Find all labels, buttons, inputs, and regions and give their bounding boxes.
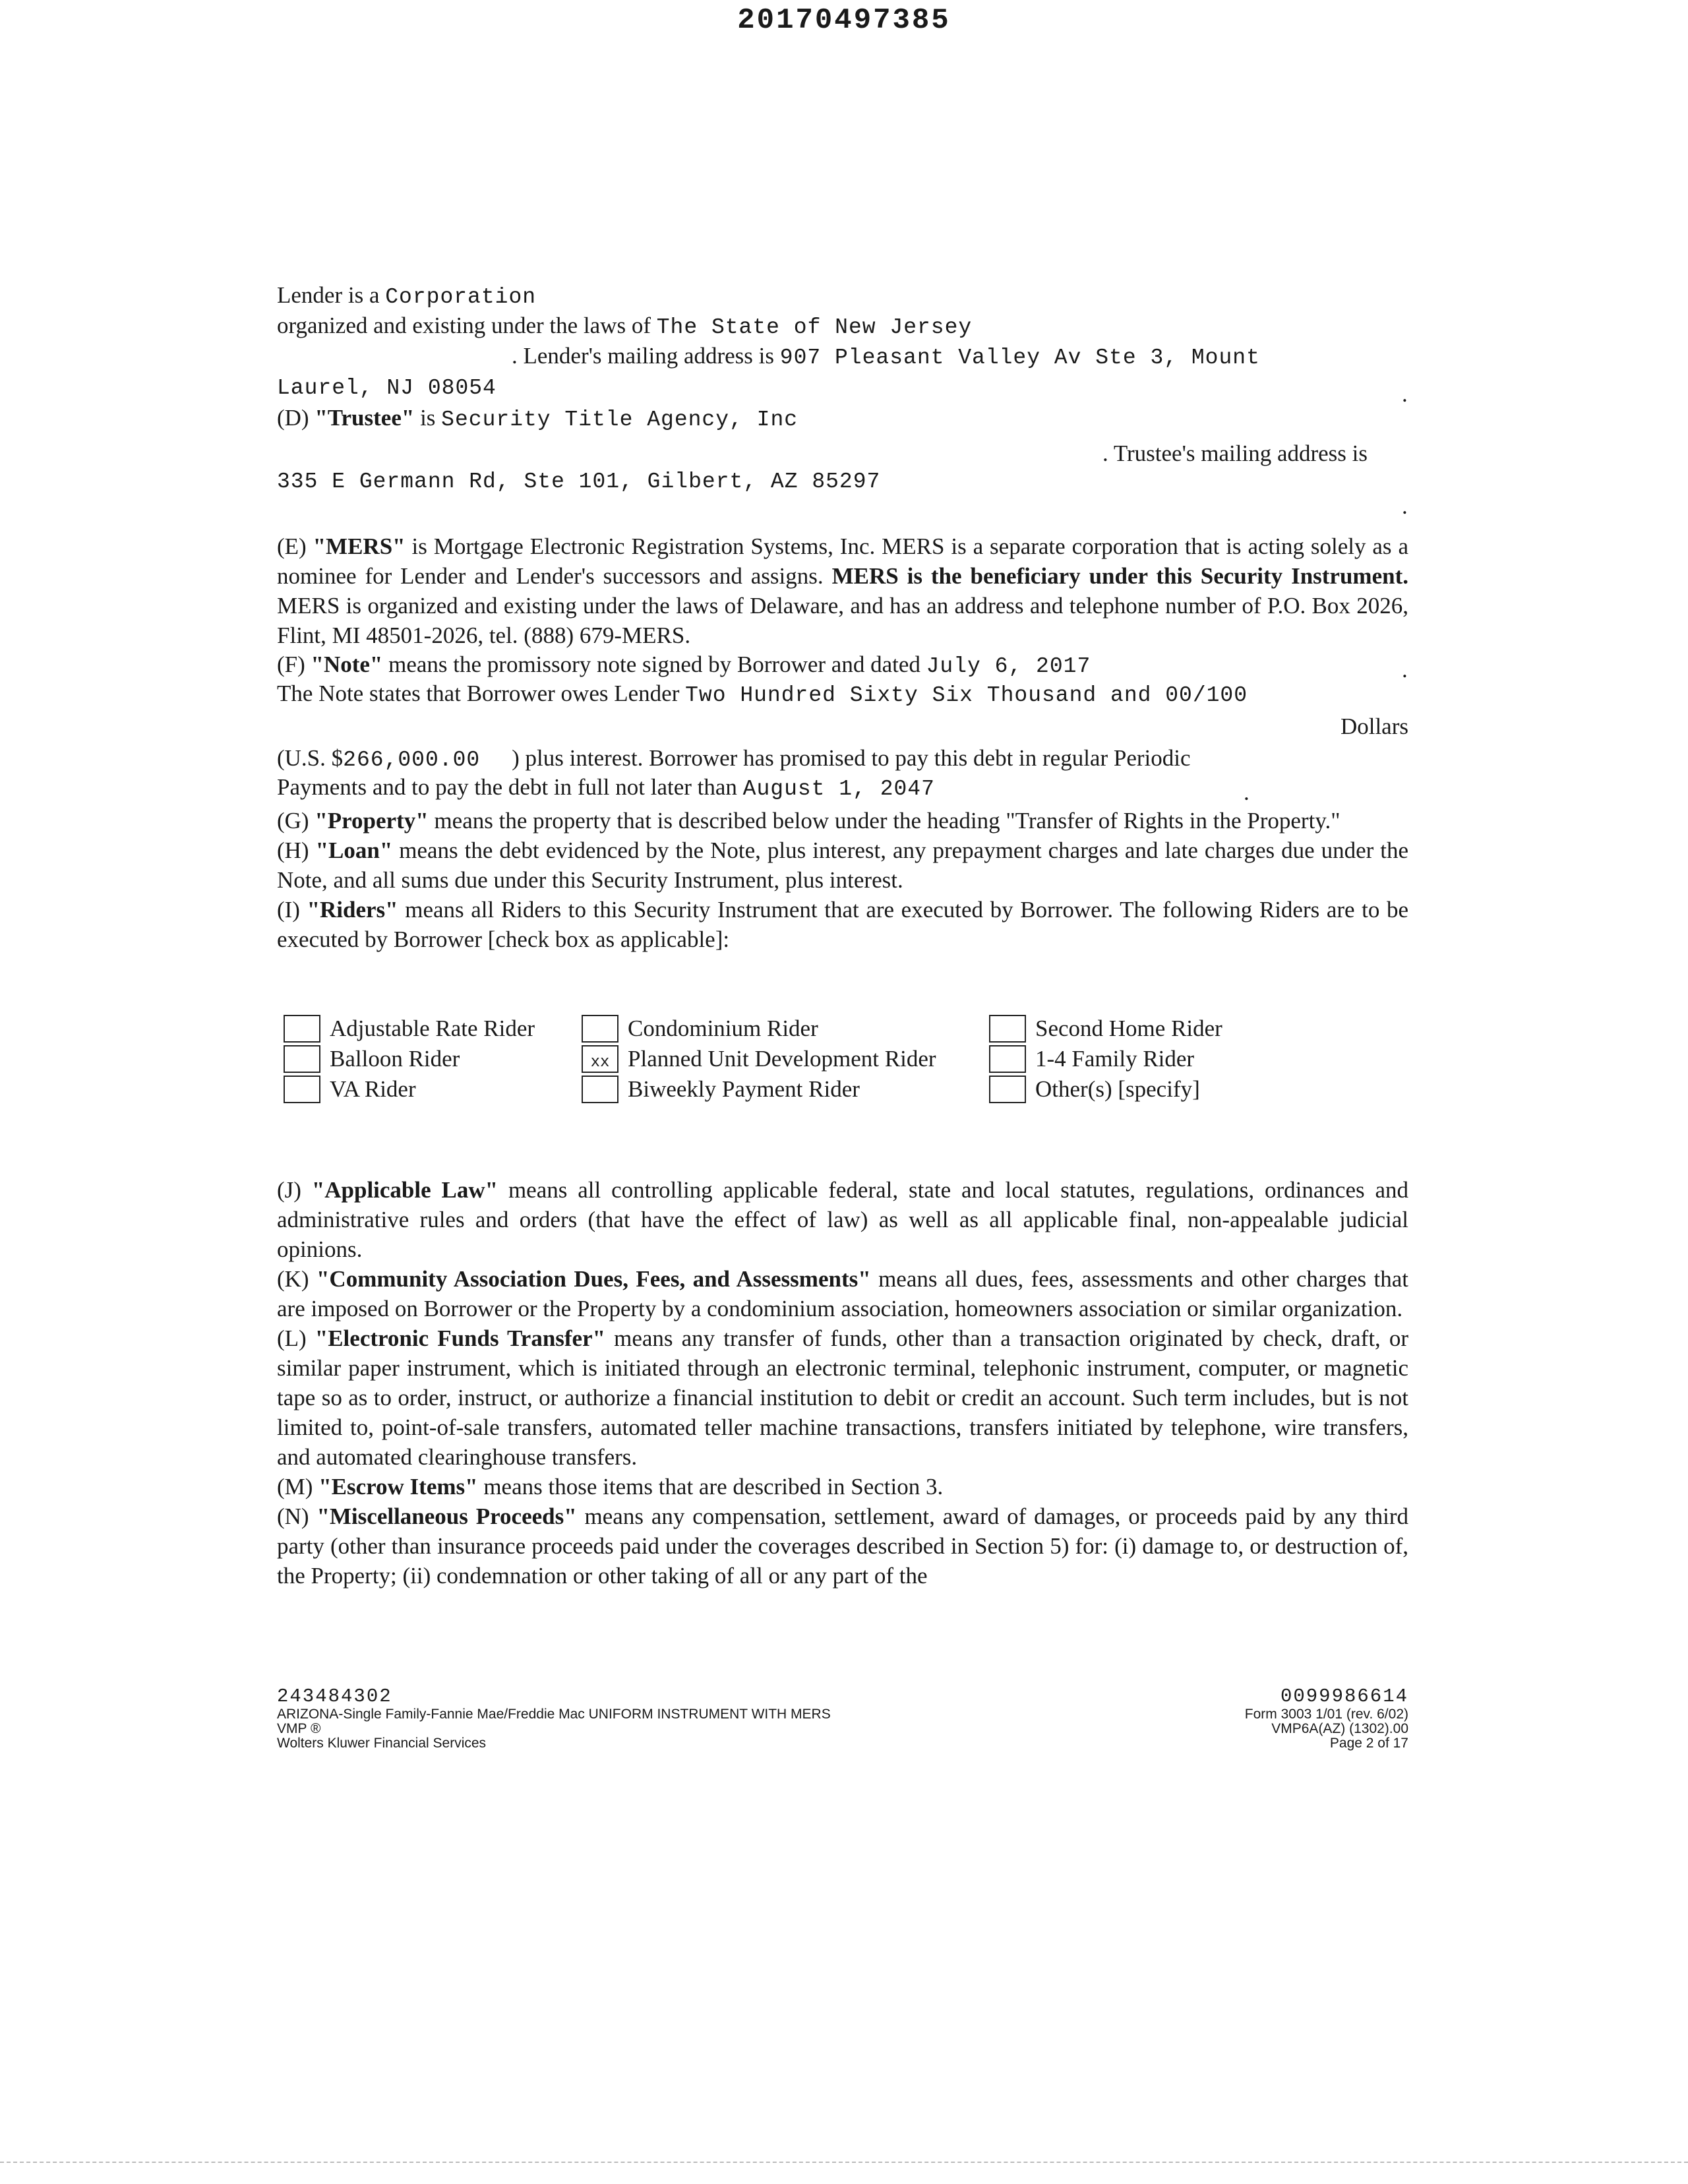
checkbox[interactable]	[989, 1015, 1026, 1043]
footer-form-title: ARIZONA-Single Family-Fannie Mae/Freddie Mac UNIFORM INSTRUMENT WITH MERS	[277, 1707, 831, 1722]
scan-edge-divider	[0, 2162, 1688, 2163]
checkbox[interactable]	[582, 1015, 618, 1043]
rider-label: Biweekly Payment Rider	[628, 1076, 860, 1102]
footer-form-number: Form 3003 1/01 (rev. 6/02)	[1244, 1707, 1408, 1722]
lender-period: .	[1402, 381, 1408, 407]
section-l-text: means any transfer of funds, other than a transaction originated by check, draft, or similar paper instrument, which is initiated through an electronic terminal, telephonic instrument, computer, or magnetic tape so as to order, instruct, or authorize a financial institution to debit or credit an account. Such term includes, but is not limited to, point-of-sale transfers, automated teller machine transactions, transfers initiated by telephone, wire transfers, and automated clearinghouse transfers.	[277, 1325, 1409, 1470]
rider-label: Condominium Rider	[628, 1016, 818, 1041]
section-e	[277, 531, 1408, 650]
section-h	[277, 835, 1408, 895]
rider-va	[284, 1076, 416, 1103]
section-m	[277, 1472, 1408, 1502]
section-g-term: "Property"	[315, 808, 429, 834]
section-i-prefix: (I)	[277, 897, 300, 923]
section-f-line2	[277, 681, 1248, 708]
section-f-text1: means the promissory note signed by Borrower and dated	[388, 652, 920, 677]
lender-type: Corporation	[385, 285, 537, 309]
section-h-term: "Loan"	[315, 837, 393, 863]
footer-vmp: VMP ®	[277, 1721, 321, 1736]
section-l	[277, 1323, 1408, 1472]
section-e-text1: is Mortgage Electronic Registration Systems, Inc. MERS is a separate corporation that is acting solely as a nominee for Lender and Lender's successors and assigns.	[277, 533, 1408, 589]
trustee-address: 335 E Germann Rd, Ste 101, Gilbert, AZ 85297	[277, 470, 881, 494]
section-m-text: means those items that are described in Section 3.	[483, 1474, 944, 1500]
section-g	[277, 806, 1408, 835]
trustee-name: Security Title Agency, Inc	[441, 408, 799, 432]
section-f-text3: ) plus interest. Borrower has promised to pay this debt in regular Periodic	[512, 745, 1191, 771]
section-f-text2: The Note states that Borrower owes Lender	[277, 681, 680, 706]
rider-label: Second Home Rider	[1035, 1016, 1222, 1041]
section-h-text: means the debt evidenced by the Note, plus interest, any prepayment charges and late charges due under the Note, and all sums due under this Security Instrument, plus interest.	[277, 837, 1409, 893]
section-j	[277, 1175, 1408, 1264]
lender-address-part1: 907 Pleasant Valley Av Ste 3, Mount	[779, 346, 1260, 370]
sections-j-n	[277, 1175, 1408, 1591]
lender-state: The State of New Jersey	[656, 315, 973, 340]
lender-mailing-prefix: . Lender's mailing address is	[512, 343, 775, 369]
section-f-text4: Payments and to pay the debt in full not later than	[277, 774, 737, 800]
rider-biweekly-payment	[582, 1076, 860, 1103]
section-m-term: "Escrow Items"	[318, 1474, 478, 1500]
checkbox[interactable]	[989, 1045, 1026, 1073]
footer-doc-number: 0099986614	[1280, 1685, 1408, 1707]
lender-address-part2: Laurel, NJ 08054	[277, 376, 497, 400]
section-e-bold: MERS is the beneficiary under this Security Instrument.	[831, 563, 1408, 589]
lender-mailing-line	[512, 343, 1260, 370]
rider-label: Adjustable Rate Rider	[330, 1016, 535, 1041]
rider-condominium	[582, 1016, 818, 1042]
footer-left	[277, 1685, 831, 1751]
section-k-text: means all dues, fees, assessments and other charges that are imposed on Borrower or the Property by a condominium association, homeowners association or similar organization.	[277, 1266, 1409, 1321]
rider-other	[989, 1076, 1200, 1103]
footer-publisher: Wolters Kluwer Financial Services	[277, 1736, 487, 1751]
checkbox[interactable]	[989, 1076, 1026, 1103]
trustee-term: "Trustee"	[315, 405, 415, 431]
trustee-mailing-prefix: . Trustee's mailing address is	[1102, 440, 1368, 466]
lender-organized-prefix: organized and existing under the laws of	[277, 313, 651, 338]
footer-page-number: Page 2 of 17	[1329, 1736, 1408, 1751]
sections-g-i	[277, 806, 1408, 954]
footer-loan-number: 243484302	[277, 1685, 392, 1707]
section-m-prefix: (M)	[277, 1474, 313, 1500]
section-i-term: "Riders"	[307, 897, 398, 923]
section-n-term: "Miscellaneous Proceeds"	[316, 1503, 577, 1529]
maturity-date: August 1, 2047	[742, 777, 935, 801]
trustee-period: .	[1402, 493, 1408, 519]
dollars-label: Dollars	[1340, 713, 1408, 739]
footer-right	[1245, 1685, 1408, 1751]
trustee-line	[277, 405, 798, 432]
section-f-period: .	[1402, 657, 1408, 682]
note-date: July 6, 2017	[926, 654, 1091, 679]
rider-1-4-family	[989, 1046, 1194, 1072]
trustee-prefix: (D)	[277, 405, 309, 431]
section-f-line4	[277, 774, 935, 801]
rider-label: Balloon Rider	[330, 1046, 460, 1072]
section-j-term: "Applicable Law"	[311, 1177, 498, 1203]
rider-label: 1-4 Family Rider	[1035, 1046, 1195, 1072]
trustee-is: is	[420, 405, 436, 431]
checkbox[interactable]: xx	[582, 1045, 618, 1073]
checkbox[interactable]	[284, 1076, 320, 1103]
section-f-period2: .	[1244, 779, 1250, 805]
section-e-text2: MERS is organized and existing under the laws of Delaware, and has an address and telephone number of P.O. Box 2026, Flint, MI 48501-2026, tel. (888) 679-MERS.	[277, 593, 1408, 648]
section-k	[277, 1264, 1408, 1323]
section-l-term: "Electronic Funds Transfer"	[315, 1325, 606, 1351]
footer-vmp-code: VMP6A(AZ) (1302).00	[1271, 1721, 1408, 1736]
section-n	[277, 1502, 1408, 1591]
lender-organized-line	[277, 313, 972, 340]
section-f-line3	[277, 745, 1191, 772]
section-f-line1	[277, 652, 1091, 679]
note-amount-words: Two Hundred Sixty Six Thousand and 00/100	[685, 683, 1248, 708]
document-number: 20170497385	[737, 4, 951, 37]
section-i	[277, 895, 1408, 954]
checkbox[interactable]	[582, 1076, 618, 1103]
rider-balloon	[284, 1046, 460, 1072]
section-n-text: means any compensation, settlement, award of damages, or proceeds paid by any third party (other than insurance proceeds paid under the coverages described in Section 5) for: (i) damage to, or destruction of, the Property; (ii) condemnation or other taking of all or any part of the	[277, 1503, 1408, 1589]
lender-line	[277, 282, 536, 309]
checkbox[interactable]	[284, 1015, 320, 1043]
section-i-text: means all Riders to this Security Instrument that are executed by Borrower. The following Riders are to be executed by Borrower [check box as applicable]:	[277, 897, 1409, 952]
rider-planned-unit-development	[582, 1046, 936, 1072]
section-f-term: "Note"	[311, 652, 383, 677]
lender-prefix: Lender is a	[277, 282, 380, 308]
section-e-term: "MERS"	[313, 533, 406, 559]
checkbox[interactable]	[284, 1045, 320, 1073]
section-g-prefix: (G)	[277, 808, 309, 834]
section-f-prefix: (F)	[277, 652, 305, 677]
section-g-text: means the property that is described below under the heading "Transfer of Rights in the Property."	[434, 808, 1341, 834]
note-amount: 266,000.00	[343, 748, 481, 772]
rider-label: Other(s) [specify]	[1035, 1076, 1200, 1102]
section-n-prefix: (N)	[277, 1503, 309, 1529]
rider-second-home	[989, 1016, 1222, 1042]
section-e-prefix: (E)	[277, 533, 307, 559]
rider-label: VA Rider	[330, 1076, 416, 1102]
section-h-prefix: (H)	[277, 837, 309, 863]
section-j-text: means all controlling applicable federal, state and local statutes, regulations, ordinances and administrative rules and orders (that have the effect of law) as well as all applicable final, non-appealable judicial opinions.	[277, 1177, 1409, 1262]
rider-adjustable-rate	[284, 1016, 535, 1042]
section-k-prefix: (K)	[277, 1266, 309, 1292]
rider-label: Planned Unit Development Rider	[628, 1046, 936, 1072]
section-j-prefix: (J)	[277, 1177, 301, 1203]
us-prefix: (U.S. $	[277, 745, 344, 771]
section-k-term: "Community Association Dues, Fees, and Assessments"	[316, 1266, 871, 1292]
section-l-prefix: (L)	[277, 1325, 307, 1351]
